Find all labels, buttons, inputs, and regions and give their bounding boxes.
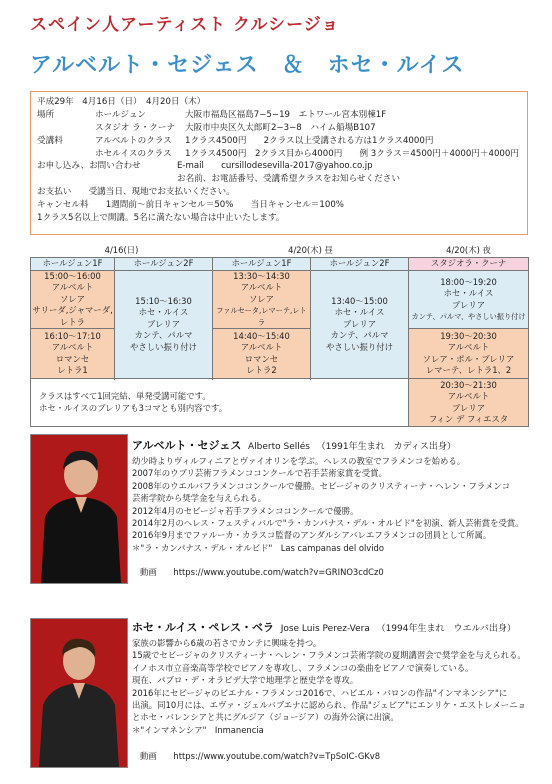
- bio-line: 2008年のウエルバフラメンココンクールで優勝。セビージャのクリスティーナ・ヘレン・フラメンコ: [132, 480, 511, 491]
- class-line: アルベルト: [51, 342, 94, 353]
- artist2-photo: [30, 618, 128, 768]
- info-text: お支払い 受講当日、現地でお支払いください。: [37, 187, 235, 198]
- artist1-name: アルベルト・セジェス: [132, 439, 242, 452]
- class-line: ファルセータ,レマーテ,レトラ: [216, 306, 307, 327]
- video-label: 動画: [140, 567, 157, 577]
- info-text: ホールジュン: [95, 109, 147, 120]
- info-line: [37, 96, 521, 109]
- class-line: ロマンセ: [244, 353, 279, 364]
- info-line: [37, 212, 521, 225]
- note-line: クラスはすべて1回完結、単発受講可能です。: [39, 391, 211, 402]
- location-header: ホールジュン1F: [213, 258, 311, 271]
- class-line: アルベルト: [240, 342, 283, 353]
- class-line: カンテ、パルマ、やさしい振り付け: [411, 311, 526, 321]
- class-line: 19:30〜20:30: [440, 330, 497, 341]
- class-line: ソレア: [59, 293, 86, 304]
- page-title: アルベルト・セジェス ＆ ホセ・ルイス: [30, 53, 465, 78]
- bio-line: 2014年2月のヘレス・フェスティバルで"ラ・カンパナス・デル・オルビド"を初演、新人芸術賞を受賞。: [132, 518, 524, 529]
- class-line: ホセ・ルイス: [138, 307, 189, 318]
- info-text: キャンセル料 1週間前〜前日キャンセル＝50% 当日キャンセル＝100%: [37, 200, 344, 211]
- class-cell: [409, 329, 529, 379]
- class-line: レトラ2: [246, 364, 277, 375]
- artist2-name-en: Jose Luis Perez-Vera: [280, 624, 370, 634]
- class-line: 16:10〜17:10: [44, 330, 101, 341]
- info-text: スタジオ ラ・クーナ: [95, 122, 176, 133]
- class-line: ホセ・ルイス: [334, 307, 385, 318]
- class-line: ブレリア: [146, 318, 181, 329]
- location-header: ホールジュン2F: [311, 258, 409, 271]
- class-line: やさしい振り付け: [326, 341, 393, 352]
- artist2-bio: [132, 620, 526, 736]
- info-line: [37, 148, 521, 161]
- info-text: 1クラス4500円 2クラス以上受講される方は1クラス4000円: [185, 135, 434, 146]
- day-header: 4/20(木) 夜: [409, 245, 529, 258]
- class-line: 15:10〜16:30: [135, 296, 192, 306]
- video-link[interactable]: https://www.youtube.com/watch?v=GRINO3cdCz0: [173, 567, 384, 577]
- artist1-video: [140, 566, 384, 578]
- info-line: [37, 160, 521, 173]
- location-header: スタジオラ・クーナ: [409, 258, 529, 271]
- bio-line: 幼少時よりヴィルフィニアとヴァイオリンを学ぶ。ヘレスの教室でフラメンコを始める。: [132, 456, 466, 466]
- artist2-born: （1994年生まれ ウエルバ出身）: [376, 624, 516, 634]
- class-line: ソレア: [248, 293, 275, 304]
- class-line: 13:40〜15:00: [331, 296, 388, 306]
- info-text: 1クラス5名以上で開講。5名に満たない場合は中止いたします。: [37, 213, 285, 224]
- note-line: ホセ・ルイスのブレリアも3コマとも別内容です。: [39, 402, 228, 413]
- artist1-born: （1991年生まれ カディス出身）: [316, 442, 456, 452]
- bio-line: イノホス市立音楽高等学校でピアノを専攻し、フラメンコの楽曲をピアノで演奏している。: [132, 662, 474, 673]
- info-text: E-mail cursillodesevilla-2017@yahoo.co.jp: [177, 161, 373, 172]
- location-header: ホールジュン2F: [115, 258, 213, 271]
- schedule-table: [30, 245, 529, 427]
- day-header: 4/20(木) 昼: [213, 245, 409, 258]
- bio-line: 2016年9月までファルーカ・カラスコ監督のアンダルシアバレエフラメンコの団員として所属。: [132, 530, 492, 541]
- class-line: 13:30〜14:30: [233, 271, 290, 281]
- class-line: 20:30〜21:30: [440, 379, 497, 390]
- class-line: カンテ、パルマ: [330, 330, 389, 341]
- class-cell: [213, 271, 311, 329]
- class-line: ホセ・ルイス: [443, 288, 494, 299]
- info-line: [37, 109, 521, 122]
- class-line: アルベルト: [447, 342, 490, 353]
- info-line: [37, 122, 521, 135]
- class-line: ブレリア: [451, 299, 486, 310]
- artist1-name-en: Alberto Sellés: [248, 442, 310, 452]
- class-line: レトラ1: [57, 364, 88, 375]
- bio-line: 2012年4月のセビージャ若手フラメンココンクールで優勝。: [132, 505, 359, 516]
- class-line: ソレア・ポル・ブレリア: [422, 353, 515, 364]
- info-line: [37, 135, 521, 148]
- class-line: カンテ、パルマ: [134, 330, 193, 341]
- class-line: 15:00〜16:00: [44, 271, 101, 281]
- class-cell: [115, 271, 213, 379]
- schedule-note: [31, 379, 409, 427]
- artist2-video: [140, 750, 380, 762]
- info-text: ホセルイスのクラス: [95, 148, 172, 159]
- bio-line: 家族の影響から6歳の若さでカンテに興味を持つ。: [132, 638, 322, 648]
- info-text: 受講料: [37, 135, 63, 146]
- page-subtitle: スペイン人アーティスト クルシージョ: [30, 15, 340, 35]
- class-line: ブレリア: [342, 318, 377, 329]
- class-cell: [213, 329, 311, 379]
- class-line: フィン デ フィエスタ: [428, 413, 509, 424]
- class-line: アルベルト: [51, 282, 94, 293]
- class-line: サリーダ,ジャマーダ,レトラ: [32, 305, 113, 327]
- info-line: [37, 199, 521, 212]
- info-box: [30, 91, 528, 235]
- info-text: 大阪市中央区久太郎町2−3−8 ハイム船場B107: [185, 122, 376, 133]
- info-text: 1クラス4500円 2クラス目から4000円 例 3クラス＝4500円＋4000円＋4000円: [185, 148, 519, 159]
- class-line: 14:40〜15:40: [233, 330, 290, 341]
- class-cell: [31, 271, 115, 329]
- bio-line: ＊"ラ・カンパナス・デル・オルビド" Las campanas del olvido: [132, 542, 385, 553]
- video-link[interactable]: https://www.youtube.com/watch?v=TpSoIC-GKv8: [173, 751, 381, 761]
- info-line: [37, 186, 521, 199]
- info-text: お申し込み、お問い合わせ: [37, 161, 141, 172]
- bio-line: 15歳でセビージャのクリスティーナ・ヘレン・フラメンコ芸術学院の夏期講習会で奨学金を与えられる。: [132, 650, 526, 661]
- info-text: 場所: [37, 109, 55, 120]
- info-text: お名前、お電話番号、受講希望クラスをお知らせください: [177, 174, 400, 185]
- class-line: ロマンセ: [55, 353, 90, 364]
- class-line: 18:00〜19:20: [440, 276, 497, 287]
- class-cell: [311, 271, 409, 379]
- day-header: 4/16(日): [31, 245, 213, 258]
- class-cell: [409, 379, 529, 427]
- class-cell: [31, 329, 115, 379]
- artist1-photo: [30, 434, 128, 584]
- class-line: ブレリア: [451, 402, 486, 413]
- info-text: 平成29年 4月16日（日） 4月20日（木）: [37, 97, 206, 107]
- class-line: やさしい振り付け: [130, 341, 197, 352]
- bio-line: 芸術学院から奨学金を与えられる。: [132, 493, 266, 504]
- class-line: レマーテ、レトラ1、2: [425, 364, 512, 375]
- class-cell: [409, 271, 529, 329]
- info-line: [37, 173, 521, 186]
- bio-line: 2016年にセビージャのビエナル・フラメンコ2016で、ハビエル・バロンの作品"インマネンシア"に: [132, 687, 508, 698]
- info-text: アルベルトのクラス: [95, 135, 172, 146]
- artist1-bio: [132, 438, 524, 554]
- info-text: 大阪市福島区福島7−5−19 エトワール宮本別棟1F: [185, 109, 387, 120]
- class-line: アルベルト: [447, 391, 490, 402]
- bio-line: とホセ・バレンシアと共にグルジア（ジョージア）の海外公演に出演。: [132, 712, 399, 723]
- location-header: ホールジュン1F: [31, 258, 115, 271]
- bio-line: ＊"インマネンシア" Inmanencia: [132, 724, 264, 735]
- class-line: アルベルト: [240, 282, 283, 293]
- artist2-name: ホセ・ルイス・ペレス・ベラ: [132, 621, 275, 634]
- bio-line: 現在、パブロ・デ・オラビデ大学で地理学と歴史学を専攻。: [132, 675, 359, 686]
- video-label: 動画: [140, 751, 157, 761]
- bio-line: 出演。同10月には、エヴァ・ジェルバブエナに認められ、作品"ジェピア"にエンリケ・エストレメーニョ: [132, 700, 526, 711]
- bio-line: 2007年のウブリ芸術フラメンココンクールで若手芸術家賞を受賞。: [132, 468, 387, 479]
